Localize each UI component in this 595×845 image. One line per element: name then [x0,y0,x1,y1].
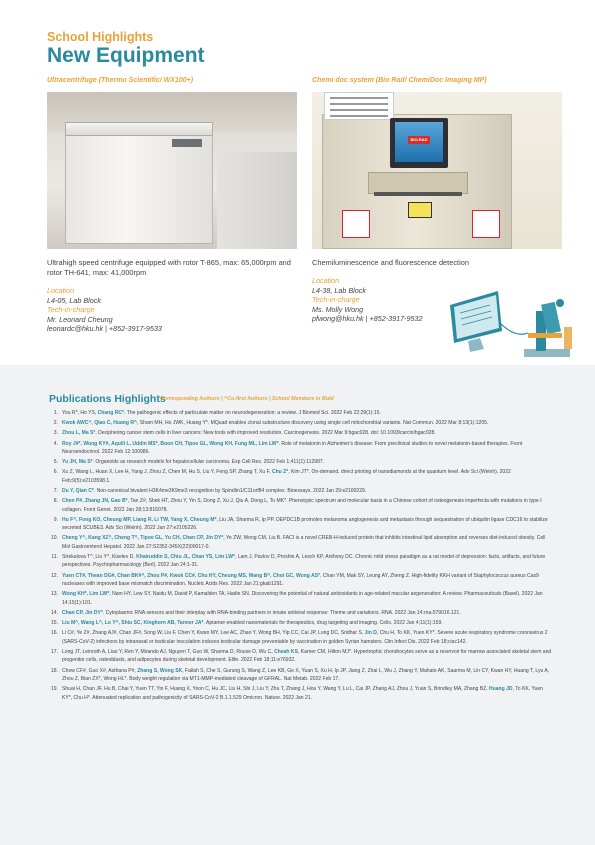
publication-text: You R*, Ho YS, [62,410,98,416]
publication-item [49,572,553,589]
publication-item [49,667,553,684]
publications-heading: Publications Highlights [49,393,166,405]
school-authors: Yuen CT#, Thean DG#, Chan BK#^, Zhou P#, Kwok CC#, Chu HY, Cheung MS, Wang B^, Choi GC, Wong AS* [62,572,321,579]
caution-label-icon [408,202,432,218]
publication-number: 3. [53,430,58,437]
publication-item [49,553,553,570]
school-authors: Du Y, Qian C* [62,488,94,495]
publication-number: 2. [53,420,58,427]
publication-item [49,619,553,627]
school-authors: Liu M^, Wang L^, Lo Y^, Shiu SC, Kinghorn AB, Tanner JA* [62,620,204,627]
publication-text: , Sham MH, Ho JWK, Huang Y*. MQuad enables clonal substructure discovery using single cell mitochondrial variants. Nat Commun. 2022 Mar 8;13(1):1205. [136,420,489,427]
publication-item [49,440,553,457]
publication-item [49,534,553,551]
publication-text: . Role of melatonin in Alzheimer's disease: From preclinical studies to novel melatonin-based therapies. Front Neuroendocrinol. 2022 Feb 12:100986. [62,440,523,456]
publication-text: , Karner CM, Hilton MJ*. Hypertrophic chondrocytes serve as a reservoir for marrow associated skeletal stem and progenitor cells, osteoblasts, and adipocytes during skeletal development. Elife. 2022 Feb 18;11:e76932. [62,648,552,664]
publication-text: , Kim JT*. On-demand, direct printing of nanodiamonds at the quantum level. Adv Sci (Weinh). 2022 Feb;9(5):e2103598.1. [62,469,511,484]
equipment-description: Ultrahigh speed centrifuge equipped with rotor T-865, max: 65,000rpm and rotor TH-641, max: 41,000rpm [47,258,291,277]
publication-number: 5. [53,459,58,466]
publication-number: 4. [53,440,58,447]
publication-text: , Chu H, To KK, Yuen KY*. Severe acute respiratory syndrome coronavirus 2 (SARS-CoV-2) infections by intranasal or testicular inoculation induces testicular damage preventable by vaccination in golden Syrian hamsters. Clin Infect Dis. 2022 Feb 18;ciac142. [62,630,548,645]
school-authors: Chan CP, Jin DY* [62,609,103,616]
location-value: L4-38, Lab Block [312,285,366,295]
computer-monitor-icon [450,291,502,352]
school-authors: Roy J#*, Wong KY#, Aquili L, Uddin MS*, Boon CH, Tipoe GL, Wong KH, Fung ML, Lim LW* [62,440,279,447]
publication-text: , Nam HY, Lew SY, Naidu M, David P, Kamalden TA, Hadie SN. Discovering the potential of natural antioxidants in age-related macular aegeneration: A review. Pharmaceuticals (Basel). 2022 Jan 14;15(1):101. [62,591,543,606]
publication-item [49,648,553,665]
publication-text: Li C#, Ye Z#, Zhang AJ#, Chan JF#, Song W, Liu F, Chen Y, Kwan MY, Lee AC, Zhao Y, Wong BH, Yip CC, Cai JP, Lung DC, Sridhar S, [62,630,365,637]
publication-item [49,429,553,437]
publication-text: , Tan Z#, Shek HT, Zhou Y, Yin S, Dong Z, Xu J, Qiu A, Dong L, To MK*. Phenotypic spectrum and molecular basis in a Chinese cohort of osteogenesis imperfecta with mutations in type I collagen. Front Genet. 2022 Jan 28;13:816078. [62,498,542,513]
publication-text: . The pathogenic effects of particulate matter on neurodegeneration: a review. J Biomed Sci. 2022 Feb 22;29(1):15. [124,410,381,416]
school-authors: Cheng Y^, Kang XZ^, Cheng T^, Tipoe GL, Yu CH, Chan CP, Jin DY* [62,535,224,542]
publication-item [49,516,553,533]
equipment-card-ultracentrifuge [47,77,297,334]
publication-number: 12. [50,572,58,579]
school-authors: Kwok AWC^, Qiao C, Huang R^ [62,420,137,427]
publication-text: Chow CF#, Guo X#, Asthana P#, [62,667,138,674]
school-authors: Jin D [364,630,377,637]
publication-item [49,629,553,646]
publication-number: 7. [53,488,58,495]
publication-item [49,590,553,607]
publications-legend: *Corresponding Authors | ^Co-first Authors | School Members in Bold [158,396,334,402]
ultracentrifuge-photo [47,92,297,249]
equipment-title: Chemi doc system (Bio Rad/ ChemiDoc Imaging MP) [312,77,487,84]
equipment-details [47,286,297,334]
publication-text: . Non-canonical bivalent H3K4me3K9me3 recognition by Spindlin1/C11orf84 complex. Bioessays. 2022 Jan 29:e2100229. [93,488,367,495]
publication-number: 13. [50,591,58,598]
publication-number: 18. [50,667,58,674]
publication-number: 19. [50,686,58,693]
microscope-icon [524,299,570,357]
school-authors: Hu F^, Fong KO, Cheung MP, Liang R, Li TW, Yang X, Cheung M* [62,516,217,523]
school-authors: Zhang S, Wong SK [137,667,183,674]
publication-number: 11. [51,554,58,561]
page-title: New Equipment [47,44,205,67]
publication-number: 9. [53,516,58,523]
school-authors: Khairuddin S, Chiu JL, Chan YS, Lim LW* [136,554,236,561]
incharge-name: Mr. Leonard Cheung [47,314,113,324]
school-authors: Yu JH, Ma S* [62,459,93,466]
school-authors: Chang RC* [97,410,124,416]
publication-item [49,409,553,417]
publication-text: . Cytoplasmic RNA sensors and their interplay with RNA-binding partners in innate antiviral response: Theme and variations. RNA. 2022 Jan 14:rna.079016.121. [102,609,461,616]
publication-item [49,458,553,466]
publication-text: , Liu JA, Sharma R, Ip PP. DEPDC1B promotes melanoma angiogenesis and metastasis through sequestration of ubiquitin ligase CDC16 to stabilize secreted SCUBE3. Adv Sci (Weinh). 2022 Jan 27:e2105226. [62,516,548,532]
incharge-name: Ms. Molly Wong [312,304,364,314]
publication-item [49,497,553,514]
publication-text: , Lam J, Pavlov D, Proshin A, Lesch KP, Anthony DC. Chronic mild stress paradigm as a rat model of depression: facts, artifacts, and future perspectives. Psychopharmacology (Berl). 2022 Jan 24:1-31. [62,554,546,569]
publication-number: 16. [50,630,58,637]
publication-number: 6. [53,469,58,476]
publication-number: 8. [53,498,58,505]
publication-text: . Deciphering cancer stem cells in liver cancers: New tools with improved resolution. Carcinogenesis. 2022 Mar 9:bgac028. doi: 10.1093/carcin/bgac028. [95,430,436,437]
publication-text: , Ye ZW, Wong CM, Liu B. FACI is a novel CREB-H-induced protein that inhibits intestinal lipid absorption and reverses diet-induced obesity. Cell Mol Gastroenterol Hepatol. 2022 Jan 27:S2352-345X(22)00017-0. [62,535,546,550]
school-authors: Huang JD [489,686,513,693]
publication-item [49,487,553,495]
section-kicker: School Highlights [47,30,154,44]
publication-text: , Fallah S, Che S, Gurung S, Wang Z, Lee KB, Ge X, Yuan S, Xu H, Ip JP, Jiang Z, Zhai L, Wu J, Zhang Y, Mahato AK, Saarma M, Lin CY, Kwan HY, Huang T, Lyu A, Zhou Z, Bian ZX*, Wong HL*. Body weight regulation via MT1-MMP-mediated cleavage of GFRAL. Nat Metab. 2022 Feb 17. [62,667,550,682]
publication-number: 1. [53,410,58,416]
publication-text: Strekalova T^, Liu Y^, Kiselev D, [62,554,137,561]
location-label: Location [47,286,75,295]
warning-sign-icon [342,210,370,238]
publication-number: 15. [50,620,58,627]
publication-number: 10. [50,535,58,542]
publication-text: Long JT, Leinroth A, Liao Y, Ren Y, Mirando AJ, Nguyen T, Guo W, Sharma D, Rouse D, Wu C, [62,648,275,655]
incharge-label: Tech-in-charge [312,295,360,304]
publication-item [49,685,553,702]
equipment-description: Chemiluminescence and fluorescence detection [312,258,469,267]
publication-text: , Chan YM, Mak SY, Leung AY, Zheng Z. High-fidelity KKH variant of Staphylococcus aureus Cas9 nucleases with improved base mismatch discrimination. Nucleic Acids Res. 2022 Jan 21:gkab1291. [62,572,539,588]
incharge-label: Tech-in-charge [47,305,95,314]
school-authors: Cheah KS [274,648,298,655]
incharge-contact: leonardc@hku.hk | +852-3917-9533 [47,324,162,333]
school-authors: Wong KH*, Lim LW* [62,591,110,598]
equipment-title: Ultracentrifuge (Thermo Scientific/ WX100+) [47,77,194,84]
equipment-section [0,0,595,365]
school-authors: Chu Z* [271,469,289,476]
publication-item [49,609,553,617]
biorad-logo: BIO-RAD [408,136,430,144]
publication-number: 14. [50,609,58,616]
publications-section [0,365,595,845]
publication-text: . Organoids as research models for hepatocellular carcinoma. Exp Cell Res. 2022 Feb 1;411(1):112987. [92,459,325,466]
school-authors: Zhou L, Ma S* [62,430,96,437]
warning-sign-icon [472,210,500,238]
publication-text: . Aptamer-enabled nanomaterials for therapeutics, drug targeting and imaging. Cells. 2022 Jan 4;11(1):159. [203,620,443,627]
location-label: Location [312,276,340,285]
publication-text: , To KK, Yuen KY*, Chu H*. Attenuated replication and pathogenicity of SARS-CoV-2 B.1.1.529 Omicron. Nature. 2022 Jan 21. [62,686,543,701]
publication-text: Shuai H, Chan JF, Hu B, Chai Y, Yuen TT, Yin F, Huang X, Yoon C, Hu JC, Liu H, Shi J, Liu Y, Zhu T, Zhang J, Hou Y, Wang Y, Lu L, Cai JP, Zhang AJ, Zhou J, Yuan S, Brindley MA, Zhang BZ, [62,686,489,693]
incharge-contact: pfwong@hku.hk | +852-3917-9532 [312,314,423,323]
publications-list [49,409,553,704]
location-value: L4-05, Lab Block [47,295,101,305]
lab-microscope-illustration [440,283,580,363]
school-authors: Chen P#, Zhang JN, Gao B* [62,498,128,505]
publication-item [49,468,553,485]
publication-number: 17. [50,648,58,655]
publication-text: Xu Z, Wang L, Huan X, Lee H, Yang J, Zhou Z, Chen M, Hu S, Liu Y, Feng SP, Zhang T, Xu F, [62,469,272,476]
chemidoc-photo [312,92,562,249]
publication-item [49,419,553,427]
